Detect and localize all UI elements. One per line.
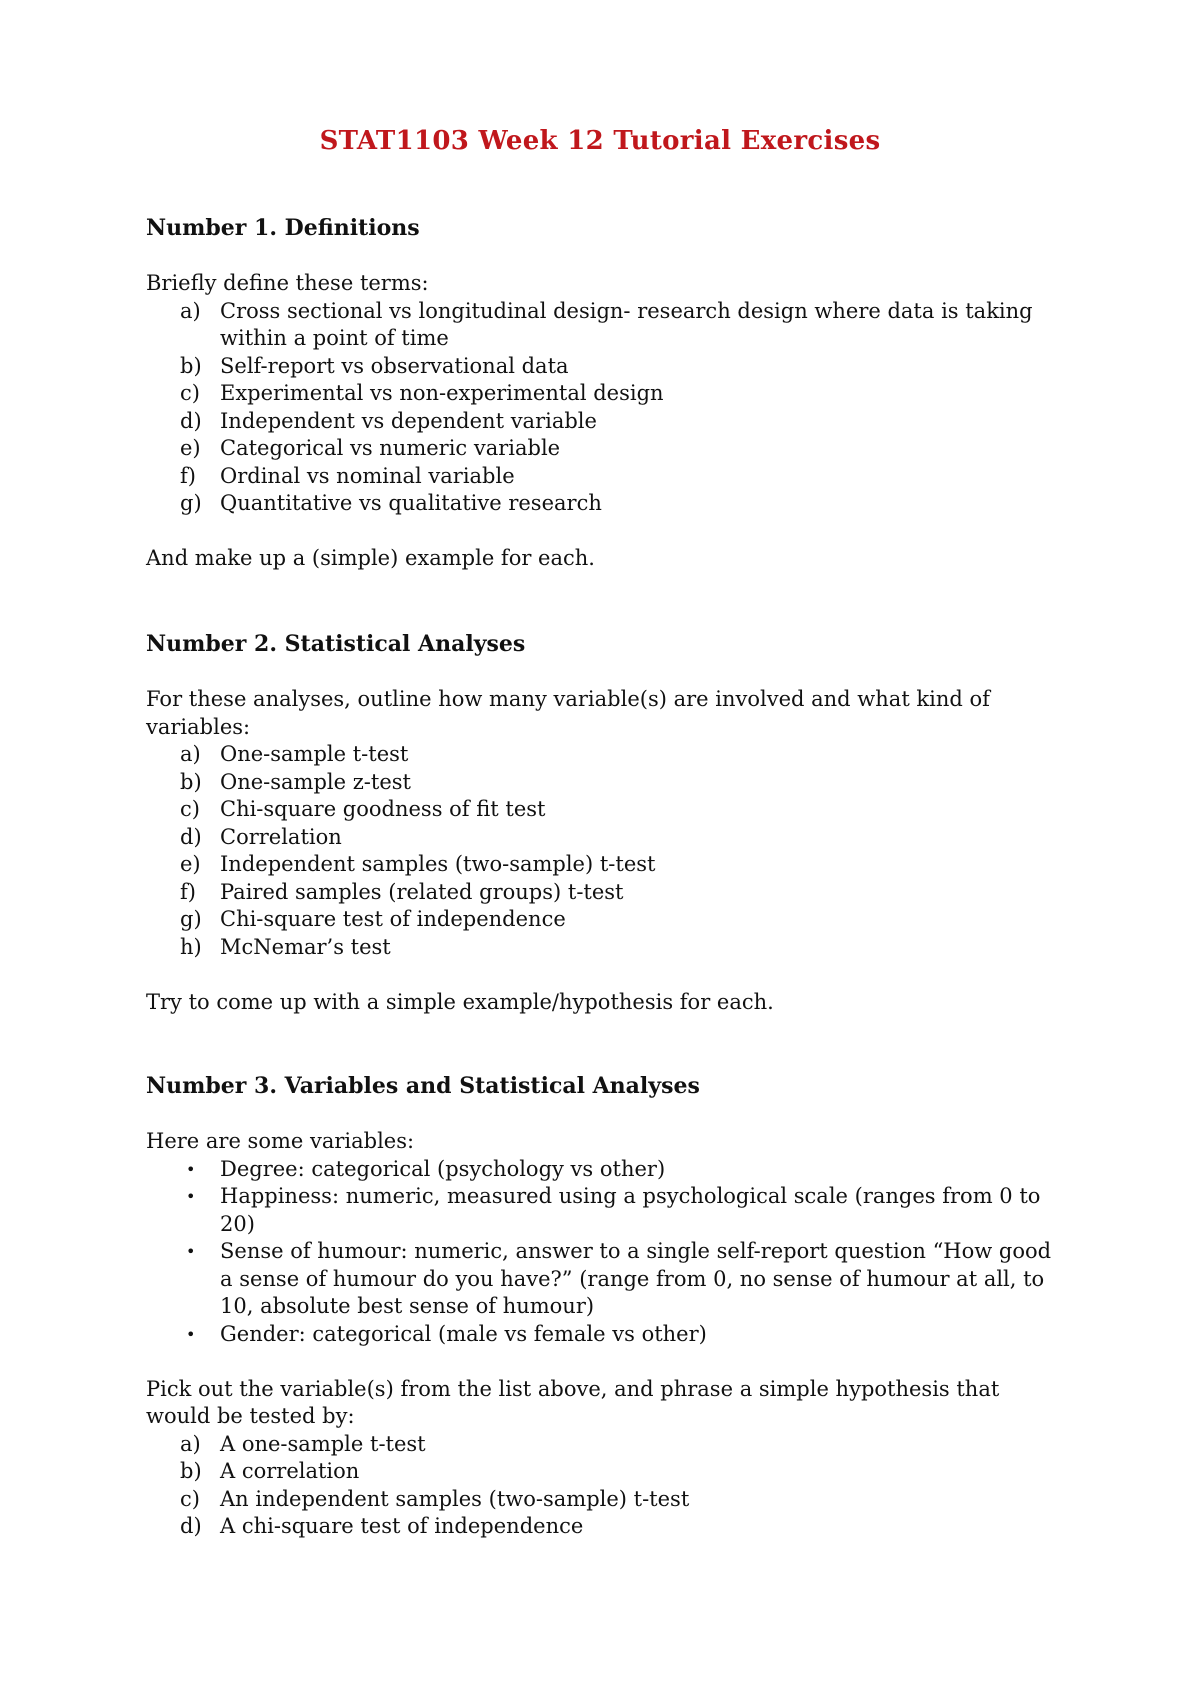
bullet-item-text: Gender: categorical (male vs female vs other) bbox=[220, 1321, 707, 1346]
list-marker: a) bbox=[180, 742, 201, 766]
section-outro: Try to come up with a simple example/hypothesis for each. bbox=[146, 989, 774, 1014]
bullet-item bbox=[146, 1183, 1066, 1238]
bullet-icon: • bbox=[186, 1242, 196, 1261]
list-item-text: Independent vs dependent variable bbox=[220, 408, 597, 433]
list-item bbox=[146, 851, 1066, 879]
list-item bbox=[146, 741, 1066, 769]
list-item bbox=[146, 1458, 1066, 1486]
list-item bbox=[146, 463, 1066, 491]
section-heading: Number 2. Statistical Analyses bbox=[146, 631, 526, 657]
list-item-text: Chi-square test of independence bbox=[220, 907, 566, 931]
list-item-text: Quantitative vs qualitative research bbox=[220, 491, 602, 515]
list-item-text: One-sample z-test bbox=[220, 769, 411, 794]
list-item bbox=[146, 796, 1066, 824]
list-item-text: Self-report vs observational data bbox=[220, 353, 569, 378]
bullet-item-text: Degree: categorical (psychology vs other) bbox=[220, 1156, 666, 1181]
list-item-text: Categorical vs numeric variable bbox=[220, 436, 561, 460]
list-item bbox=[146, 1513, 1066, 1541]
section-variables-and-analyses bbox=[146, 1072, 1066, 1541]
list-marker: f) bbox=[180, 879, 196, 904]
list-item-text: A one-sample t-test bbox=[220, 1431, 426, 1456]
section-prompt: Pick out the variable(s) from the list above, and phrase a simple hypothesis that would be tested by: bbox=[146, 1376, 1000, 1428]
list-item-text: Independent samples (two-sample) t-test bbox=[220, 852, 656, 876]
list-item bbox=[146, 380, 1066, 408]
list-item-text: Chi-square goodness of fit test bbox=[220, 797, 546, 821]
bullet-icon: • bbox=[186, 1324, 196, 1344]
list-item bbox=[146, 353, 1066, 381]
list-item bbox=[146, 769, 1066, 797]
list-marker: b) bbox=[180, 769, 202, 794]
list-item-text: A chi-square test of independence bbox=[220, 1514, 584, 1538]
hypothesis-list bbox=[146, 1431, 1066, 1541]
list-marker: a) bbox=[180, 1431, 201, 1456]
list-item-text: An independent samples (two-sample) t-test bbox=[220, 1486, 690, 1511]
bullet-item bbox=[146, 1321, 1066, 1349]
document-title: STAT1103 Week 12 Tutorial Exercises bbox=[319, 126, 881, 156]
list-item bbox=[146, 490, 1066, 518]
list-marker: e) bbox=[180, 436, 201, 460]
bullet-icon: • bbox=[186, 1159, 196, 1179]
bullet-item bbox=[146, 1238, 1066, 1321]
section-heading: Number 3. Variables and Statistical Analyses bbox=[146, 1073, 700, 1099]
section-intro: Here are some variables: bbox=[146, 1129, 415, 1153]
list-item bbox=[146, 408, 1066, 436]
list-item-text: Cross sectional vs longitudinal design- research design where data is taking within a point of time bbox=[220, 298, 1033, 350]
list-marker: d) bbox=[180, 824, 202, 849]
list-item-text: Experimental vs non-experimental design bbox=[220, 381, 664, 405]
list-item-text: One-sample t-test bbox=[220, 742, 409, 766]
definitions-list bbox=[146, 298, 1066, 518]
bullet-item bbox=[146, 1156, 1066, 1184]
section-definitions bbox=[146, 214, 1066, 573]
section-heading: Number 1. Definitions bbox=[146, 215, 420, 241]
section-intro: For these analyses, outline how many variable(s) are involved and what kind of variables: bbox=[146, 687, 990, 739]
list-item bbox=[146, 1486, 1066, 1514]
list-marker: f) bbox=[180, 463, 196, 488]
list-marker: d) bbox=[180, 408, 202, 433]
section-intro: Briefly define these terms: bbox=[146, 271, 429, 295]
analyses-list bbox=[146, 741, 1066, 961]
list-item-text: Ordinal vs nominal variable bbox=[220, 463, 515, 488]
list-item bbox=[146, 824, 1066, 852]
variables-bullet-list bbox=[146, 1156, 1066, 1349]
list-marker: d) bbox=[180, 1514, 202, 1538]
list-item-text: Paired samples (related groups) t-test bbox=[220, 879, 624, 904]
list-item bbox=[146, 298, 1066, 353]
list-marker: b) bbox=[180, 353, 202, 378]
list-item bbox=[146, 879, 1066, 907]
section-statistical-analyses bbox=[146, 630, 1066, 1016]
list-marker: e) bbox=[180, 852, 201, 876]
list-marker: c) bbox=[180, 381, 200, 405]
list-marker: g) bbox=[180, 907, 202, 931]
list-marker: c) bbox=[180, 1486, 200, 1511]
list-item-text: Correlation bbox=[220, 824, 342, 849]
list-item bbox=[146, 906, 1066, 934]
bullet-icon: • bbox=[186, 1187, 196, 1206]
list-marker: b) bbox=[180, 1459, 202, 1483]
list-marker: h) bbox=[180, 934, 202, 959]
list-marker: g) bbox=[180, 491, 202, 515]
section-outro: And make up a (simple) example for each. bbox=[146, 546, 595, 570]
list-item bbox=[146, 1431, 1066, 1459]
bullet-item-text: Sense of humour: numeric, answer to a single self-report question “How good a sense of humour do you have?” (range from 0, no sense of humour at all, to 10, absolute best sense of humour) bbox=[220, 1239, 1052, 1318]
list-marker: a) bbox=[180, 298, 201, 323]
list-item bbox=[146, 934, 1066, 962]
list-item-text: McNemar’s test bbox=[220, 934, 391, 959]
list-item-text: A correlation bbox=[220, 1459, 360, 1483]
bullet-item-text: Happiness: numeric, measured using a psychological scale (ranges from 0 to 20) bbox=[220, 1184, 1041, 1236]
list-item bbox=[146, 435, 1066, 463]
list-marker: c) bbox=[180, 797, 200, 821]
